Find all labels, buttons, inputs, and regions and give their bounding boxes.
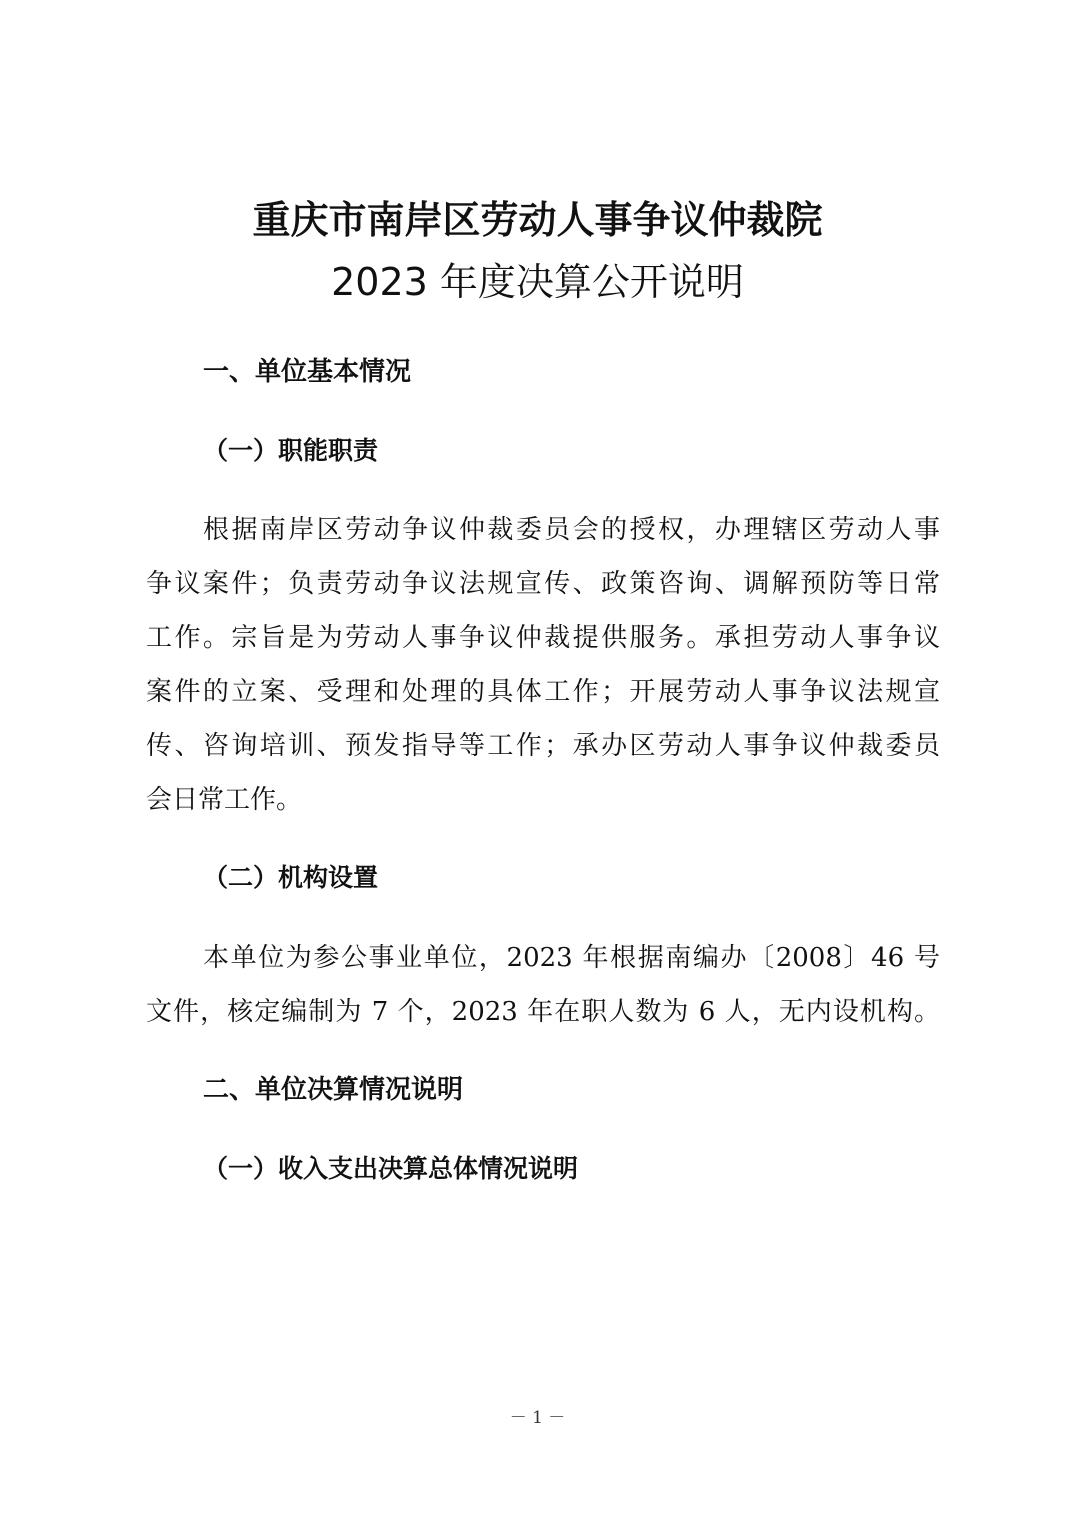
section-1-sub-2-heading: （二）机构设置 [203,863,379,892]
paragraph-line: 工作。宗旨是为劳动人事争议仲裁提供服务。承担劳动人事争议 [146,623,940,653]
paragraph-line: 根据南岸区劳动争议仲裁委员会的授权，办理辖区劳动人事 [203,515,940,545]
paragraph-line: 传、咨询培训、预发指导等工作；承办区劳动人事争议仲裁委员 [146,731,940,761]
section-1-sub-1-heading: （一）职能职责 [203,436,379,465]
document-title-line-1: 重庆市南岸区劳动人事争议仲裁院 [252,197,823,242]
section-2-sub-1-heading: （一）收入支出决算总体情况说明 [203,1154,579,1183]
paragraph-line: 本单位为参公事业单位，2023 年根据南编办〔2008〕46 号 [203,943,940,973]
section-1-heading: 一、单位基本情况 [203,357,412,387]
paragraph-line: 文件，核定编制为 7 个，2023 年在职人数为 6 人，无内设机构。 [146,997,940,1027]
paragraph-line: 会日常工作。 [146,785,303,815]
section-2-heading: 二、单位决算情况说明 [203,1075,464,1105]
document-title-line-2: 2023 年度决算公开说明 [331,260,744,304]
page-number: － 1 － [509,1408,566,1428]
paragraph-line: 案件的立案、受理和处理的具体工作；开展劳动人事争议法规宣 [146,677,940,707]
paragraph-line: 争议案件；负责劳动争议法规宣传、政策咨询、调解预防等日常 [146,569,940,599]
